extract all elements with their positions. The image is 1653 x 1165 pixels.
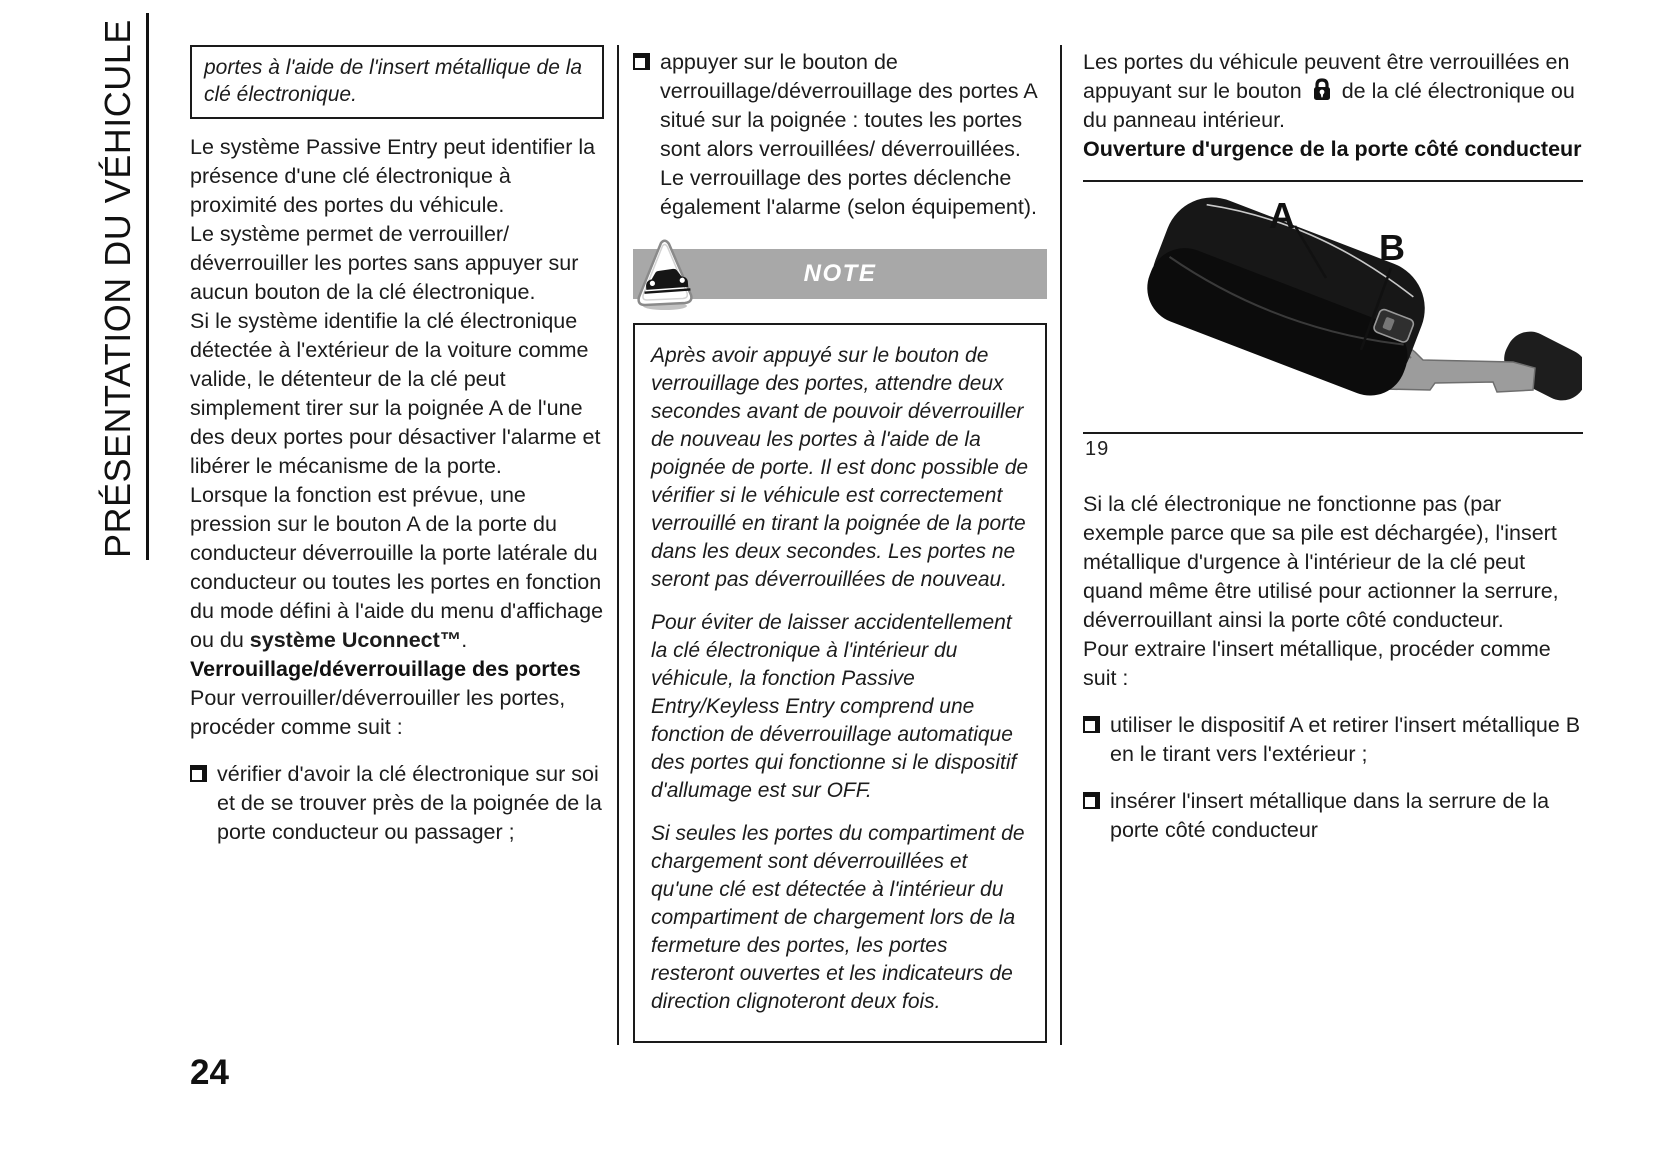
note-paragraph: Après avoir appuyé sur le bouton de verrouillage des portes, attendre deux secondes avant de pouvoir déverrouiller de nouveau les portes à l'aide de la poignée de porte. Il est donc possible de vérifier si le véhicule est correctement verrouillé en tirant la poignée de la porte dans les deux secondes. Les portes ne seront pas déverrouillées de nouveau. [651,344,1029,591]
continuation-text: portes à l'aide de l'insert métallique de la clé électronique. [204,56,583,106]
continuation-text-box [190,45,604,119]
paragraph [1083,48,1583,135]
paragraph: Pour verrouiller/déverrouiller les portes, procéder comme suit : [190,686,566,739]
uconnect-bold-text: système Uconnect™ [249,628,462,652]
list-item [190,760,604,847]
section-heading-verrouillage: Verrouillage/déverrouillage des portes [190,657,581,681]
checkbox-bullet-icon [633,53,650,70]
column-divider [1060,45,1062,1045]
paragraph: Le système Passive Entry peut identifier la présence d'une clé électronique à proximité des portes du véhicule. [190,135,596,217]
column-3 [1083,48,1583,845]
sidebar-section-title: PRÉSENTATION DU VÉHICULE [97,13,149,560]
list-item [1083,711,1583,769]
list-item [1083,787,1583,845]
note-banner-label: NOTE [803,260,877,287]
key-fob-illustration [1083,182,1582,432]
paragraph-text: Les portes du véhicule peuvent être verrouillées en appuyant sur le bouton [1083,50,1570,103]
list-item-text: vérifier d'avoir la clé électronique sur soi et de se trouver près de la poignée de la porte conducteur ou passager ; [217,762,602,844]
figure-number: 19 [1085,438,1110,460]
paragraph: Pour extraire l'insert métallique, procéder comme suit : [1083,637,1551,690]
paragraph-text: Lorsque la fonction est prévue, une pression sur le bouton A de la porte du conducteur déverrouille la porte latérale du conducteur ou toutes les portes en fonction du mode défini à l'aide du menu d'affichage ou du [190,483,604,652]
figure-label-b: B [1379,227,1405,268]
section-heading-ouverture: Ouverture d'urgence de la porte côté conducteur [1083,137,1582,161]
paragraph [190,481,604,655]
note-text-box [633,323,1047,1043]
checkbox-bullet-icon [1083,716,1100,733]
figure-label-a: A [1269,195,1295,236]
paragraph-text: . [461,628,468,652]
key-fob-figure [1083,180,1583,434]
note-banner [633,249,1047,299]
paragraph-text: de la clé électronique ou du panneau intérieur. [1083,79,1575,132]
column-divider [617,45,619,1045]
checkbox-bullet-icon [190,765,207,782]
note-paragraph: Si seules les portes du compartiment de chargement sont déverrouillées et qu'une clé est détectée à l'intérieur du compartiment de chargement lors de la fermeture des portes, les portes resteront ouvertes et les indicateurs de direction clignoteront deux fois. [651,822,1025,1013]
list-item-text: appuyer sur le bouton de verrouillage/déverrouillage des portes A situé sur la poignée : toutes les portes sont alors verrouillées/ déverrouillées. Le verrouillage des portes déclenche également l'alarme (selon équipement). [660,50,1037,219]
paragraph: Si la clé électronique ne fonctionne pas (par exemple parce que sa pile est déchargée), l'insert métallique d'urgence à l'intérieur de la clé peut quand même être utilisé pour actionner la serrure, déverrouillant ainsi la porte côté conducteur. [1083,492,1559,632]
lock-button-icon [1312,78,1332,101]
column-2 [633,48,1047,1043]
paragraph: Si le système identifie la clé électronique détectée à l'extérieur de la voiture comme valide, le détenteur de la clé peut simplement tirer sur la poignée A de l'une des deux portes pour désactiver l'alarme et libérer le mécanisme de la porte. [190,309,601,478]
list-item-text: insérer l'insert métallique dans la serrure de la porte côté conducteur [1110,789,1550,842]
page-number: 24 [190,1053,229,1092]
checkbox-bullet-icon [1083,792,1100,809]
note-paragraph: Pour éviter de laisser accidentellement la clé électronique à l'intérieur du véhicule, la fonction Passive Entry/Keyless Entry comprend une fonction de déverrouillage automatique des portes qui fonctionne si le dispositif d'allumage est sur OFF. [651,611,1017,802]
list-item [633,48,1047,222]
list-item-text: utiliser le dispositif A et retirer l'insert métallique B en le tirant vers l'extérieur ; [1110,713,1581,766]
column-1 [190,45,604,847]
warning-triangle-car-icon [635,237,695,311]
paragraph: Le système permet de verrouiller/ déverrouiller les portes sans appuyer sur aucun bouton de la clé électronique. [190,222,579,304]
